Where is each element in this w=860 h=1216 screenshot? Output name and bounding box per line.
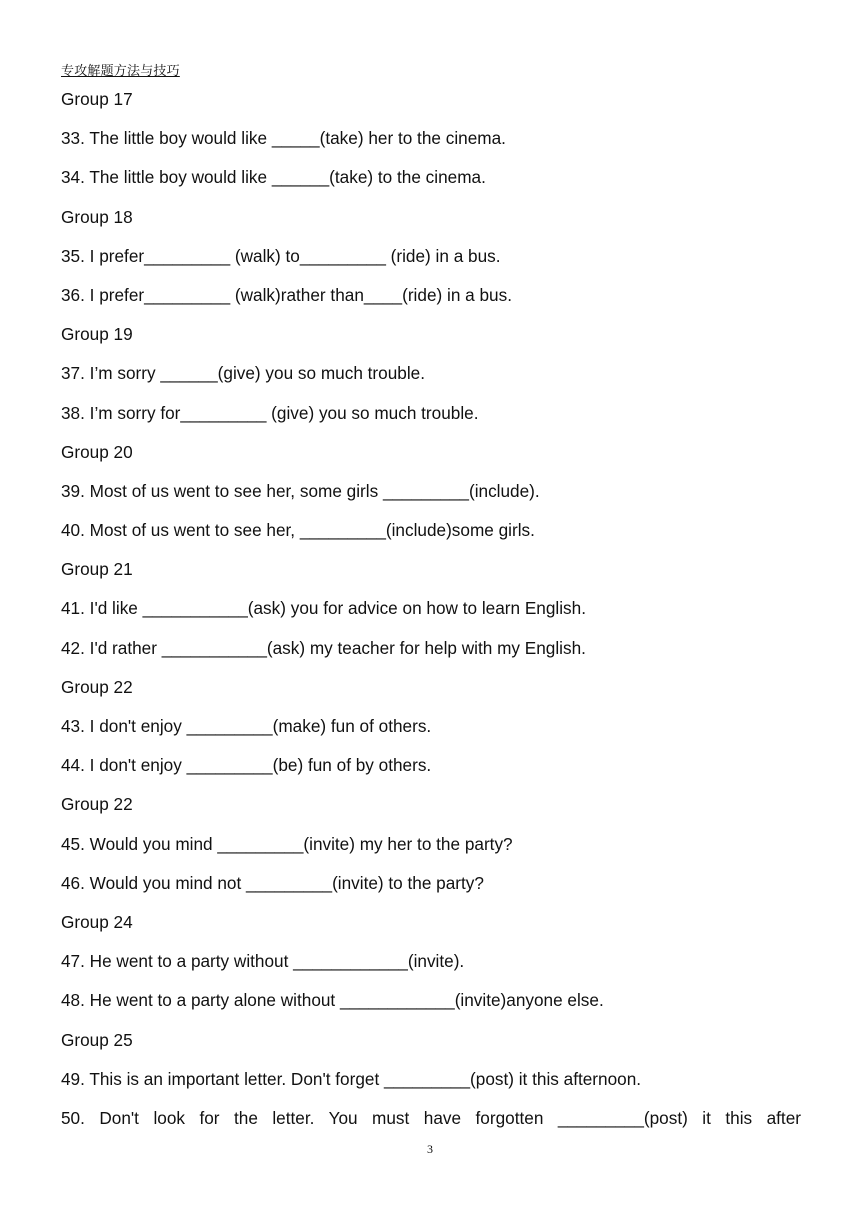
exercise-item: 35. I prefer_________ (walk) to_________ (ride) in a bus. <box>61 245 501 266</box>
exercise-item: 43. I don't enjoy _________(make) fun of others. <box>61 716 432 736</box>
exercise-item: 45. Would you mind _________(invite) my her to the party? <box>61 833 513 854</box>
group-heading: Group 22 <box>61 676 133 697</box>
group-heading: Group 22 <box>61 794 133 815</box>
exercise-item: 34. The little boy would like ______(take) to the cinema. <box>61 167 486 188</box>
group-heading: Group 17 <box>61 89 133 109</box>
exercise-item: 46. Would you mind not _________(invite) to the party? <box>61 872 484 893</box>
exercise-item: 48. He went to a party alone without ____________(invite)anyone else. <box>61 990 604 1011</box>
page-header: 专攻解题方法与技巧 <box>61 64 180 79</box>
exercise-item: 42. I'd rather ___________(ask) my teacher for help with my English. <box>61 637 586 658</box>
group-heading: Group 21 <box>61 559 133 580</box>
exercise-item: 47. He went to a party without ____________(invite). <box>61 951 465 972</box>
exercise-item: 44. I don't enjoy _________(be) fun of by others. <box>61 755 432 776</box>
exercise-item: 49. This is an important letter. Don't forget _________(post) it this afternoon. <box>61 1068 642 1089</box>
exercise-item: 38. I’m sorry for_________ (give) you so much trouble. <box>61 402 479 423</box>
group-heading: Group 25 <box>61 1029 133 1050</box>
exercise-item: 39. Most of us went to see her, some girls _________(include). <box>61 480 540 501</box>
exercise-item: 41. I'd like ___________(ask) you for advice on how to learn English. <box>61 598 586 619</box>
exercise-item: 36. I prefer_________ (walk)rather than____(ride) in a bus. <box>61 284 512 305</box>
group-heading: Group 24 <box>61 911 133 932</box>
group-heading: Group 20 <box>61 441 133 462</box>
exercise-item: 40. Most of us went to see her, _________(include)some girls. <box>61 520 535 541</box>
group-heading: Group 19 <box>61 324 133 345</box>
exercise-list <box>61 86 801 1144</box>
exercise-item: 37. I’m sorry ______(give) you so much trouble. <box>61 363 425 384</box>
exercise-item: 33. The little boy would like _____(take) her to the cinema. <box>61 128 506 149</box>
exercise-item: 50. Don't look for the letter. You must have forgotten _________(post) it this after <box>61 1107 801 1128</box>
group-heading: Group 18 <box>61 206 133 227</box>
page-number: 3 <box>427 1142 433 1156</box>
